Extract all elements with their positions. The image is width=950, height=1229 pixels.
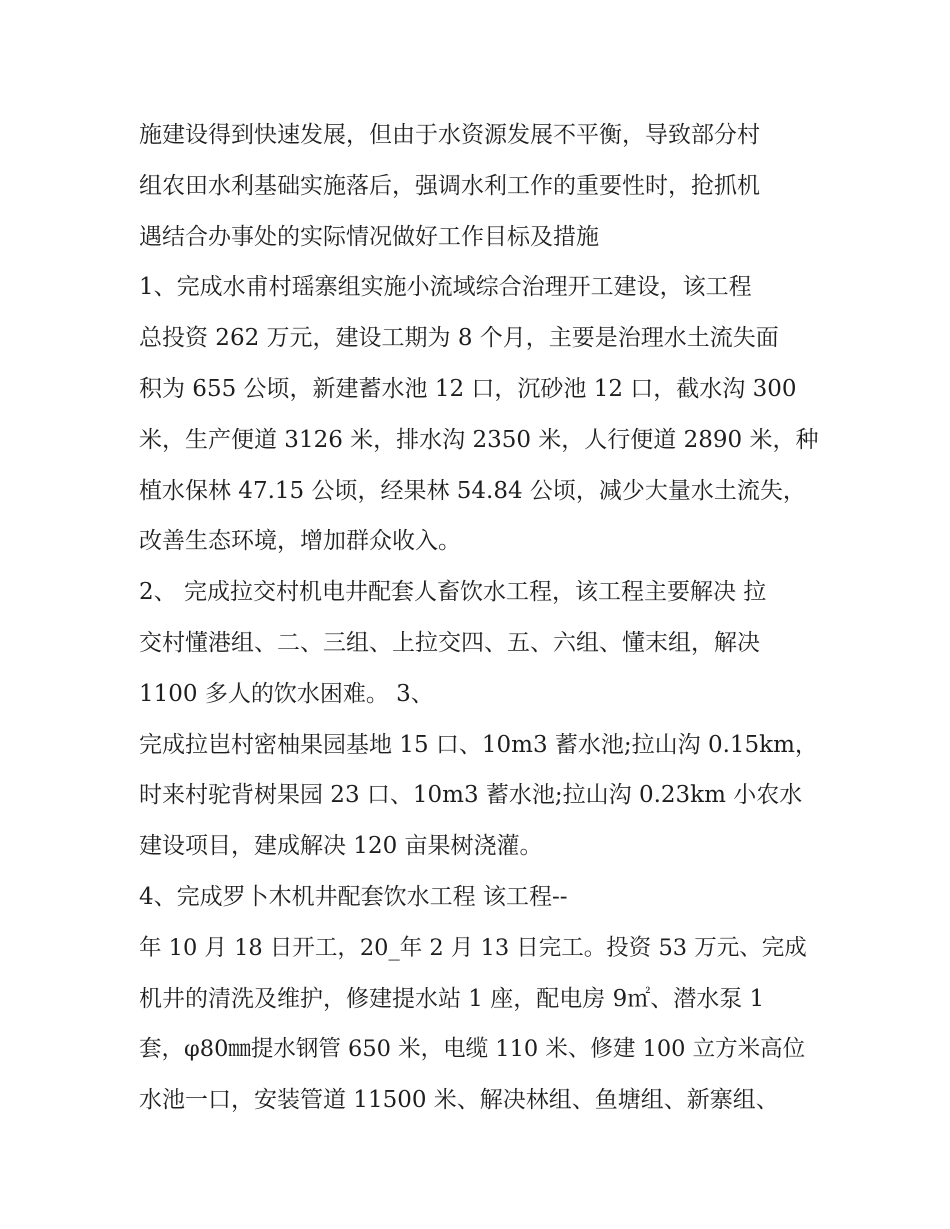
- text-line: 2、 完成拉交村机电井配套人畜饮水工程，该工程主要解决 拉: [139, 579, 767, 606]
- text-line: 1100 多人的饮水困难。 3、: [139, 680, 434, 707]
- text-line: 交村懂港组、二、三组、上拉交四、五、六组、懂末组，解决: [139, 629, 760, 656]
- text-line: 水池一口，安装管道 11500 米、解决林组、鱼塘组、新寨组、: [139, 1087, 779, 1114]
- document-body: [139, 110, 819, 1126]
- text-line: 组农田水利基础实施落后，强调水利工作的重要性时，抢抓机: [139, 172, 760, 199]
- text-line: 套，φ80㎜提水钢管 650 米，电缆 110 米、修建 100 立方米高位: [139, 1036, 806, 1063]
- text-line: 年 10 月 18 日开工，20_年 2 月 13 日完工。投资 53 万元、完成: [139, 934, 807, 961]
- text-line: 机井的清洗及维护，修建提水站 1 座，配电房 9㎡、潜水泵 1: [139, 985, 765, 1012]
- text-line: 米，生产便道 3126 米，排水沟 2350 米，人行便道 2890 米，种: [139, 426, 819, 453]
- text-line: 时来村驼背树果园 23 口、10m3 蓄水池;拉山沟 0.23km 小农水: [139, 782, 803, 809]
- text-line: 完成拉岜村密柚果园基地 15 口、10m3 蓄水池;拉山沟 0.15km，: [139, 731, 818, 758]
- text-line: 1、完成水甫村瑶寨组实施小流域综合治理开工建设，该工程: [139, 274, 752, 301]
- text-line: 植水保林 47.15 公顷，经果林 54.84 公顷，减少大量水土流失，: [139, 477, 806, 504]
- text-line: 总投资 262 万元，建设工期为 8 个月，主要是治理水土流失面: [139, 325, 779, 352]
- text-line: 4、完成罗卜木机井配套饮水工程 该工程--: [139, 883, 568, 910]
- text-line: 改善生态环境，增加群众收入。: [139, 528, 461, 555]
- text-line: 施建设得到快速发展，但由于水资源发展不平衡，导致部分村: [139, 122, 760, 148]
- text-line: 建设项目，建成解决 120 亩果树浇灌。: [139, 833, 543, 860]
- text-line: 积为 655 公顷，新建蓄水池 12 口，沉砂池 12 口，截水沟 300: [139, 375, 797, 402]
- text-line: 遇结合办事处的实际情况做好工作目标及措施: [139, 223, 599, 250]
